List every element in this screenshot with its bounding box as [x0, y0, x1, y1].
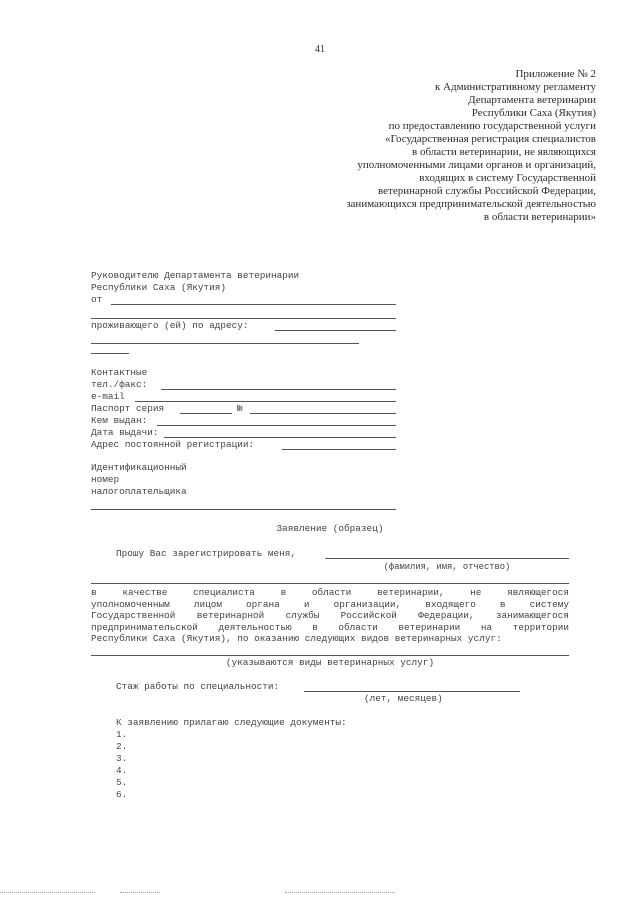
full-name-field-2[interactable]: [91, 583, 569, 584]
attachments-intro: К заявлению прилагаю следующие документы:: [116, 717, 347, 728]
registration-address-field[interactable]: [282, 449, 396, 450]
attachment-item: 2.: [116, 741, 128, 752]
appendix-line: ветеринарной службы Российской Федерации,: [378, 185, 596, 197]
address-field-2[interactable]: [91, 343, 359, 344]
phone-label: тел./факс:: [91, 379, 148, 390]
paragraph-line: предпринимательской деятельностью в области ветеринарии на территории: [91, 621, 569, 633]
appendix-line: к Административному регламенту: [434, 81, 596, 93]
full-name-hint: (фамилия, имя, отчество): [383, 562, 511, 572]
experience-label: Стаж работы по специальности:: [116, 681, 280, 692]
appendix-line: входящих в систему Государственной: [419, 172, 596, 184]
paragraph-line: Государственной ветеринарной службы Российской Федерации, занимающегося: [91, 610, 569, 621]
from-label: от: [91, 294, 103, 305]
request-text: Прошу Вас зарегистрировать меня,: [116, 548, 297, 559]
scan-artifact: [120, 892, 160, 893]
tin-label-3: налогоплательщика: [91, 486, 187, 497]
appendix-line: в области ветеринарии»: [483, 211, 596, 223]
email-label: e-mail: [91, 391, 125, 402]
passport-series-label: Паспорт серия: [91, 403, 165, 414]
appendix-line: «Государственная регистрация специалистов: [385, 133, 596, 145]
appendix-header: [276, 68, 596, 224]
contacts-label: Контактные: [91, 367, 148, 378]
appendix-line: занимающихся предпринимательской деятельностью: [346, 198, 596, 210]
passport-number-field[interactable]: [250, 413, 396, 414]
issued-by-label: Кем выдан:: [91, 415, 148, 426]
email-field[interactable]: [135, 401, 396, 402]
passport-series-field[interactable]: [180, 413, 232, 414]
appendix-line: Республики Саха (Якутия): [471, 107, 596, 119]
application-paragraph: [91, 587, 569, 645]
attachment-item: 4.: [116, 765, 128, 776]
issue-date-field[interactable]: [164, 437, 396, 438]
from-name-field[interactable]: [111, 304, 396, 305]
application-title: Заявление (образец): [276, 523, 384, 534]
page-number: 41: [315, 44, 325, 55]
appendix-line: Департамента ветеринарии: [468, 94, 596, 106]
scan-artifact: [285, 892, 395, 893]
address-field-3[interactable]: [91, 353, 129, 354]
services-field[interactable]: [91, 655, 569, 656]
registration-address-label: Адрес постоянной регистрации:: [91, 439, 255, 450]
residing-label: проживающего (ей) по адресу:: [91, 320, 249, 331]
experience-hint: (лет, месяцев): [364, 693, 443, 704]
issued-by-field[interactable]: [157, 425, 396, 426]
phone-field[interactable]: [161, 389, 396, 390]
addressee-line-1: Руководителю Департамента ветеринарии: [91, 270, 300, 281]
addressee-line-2: Республики Саха (Якутия): [91, 282, 227, 293]
paragraph-line: Республики Саха (Якутия), по оказанию следующих видов ветеринарных услуг:: [91, 633, 502, 644]
issue-date-label: Дата выдачи:: [91, 427, 159, 438]
tin-field[interactable]: [91, 509, 396, 510]
paragraph-line: в качестве специалиста в области ветеринарии, не являющегося: [91, 587, 569, 598]
scan-artifact: [0, 892, 95, 893]
attachment-item: 6.: [116, 789, 128, 800]
from-name-field-2[interactable]: [91, 318, 396, 319]
tin-label-2: номер: [91, 474, 120, 485]
services-hint: (указываются виды ветеринарных услуг): [225, 657, 435, 668]
attachment-item: 5.: [116, 777, 128, 788]
paragraph-line: уполномоченным лицом органа и организации, входящего в систему: [91, 598, 569, 610]
appendix-line: по предоставлению государственной услуги: [388, 120, 596, 132]
full-name-field[interactable]: [325, 558, 569, 559]
appendix-line: в области ветеринарии, не являющихся: [412, 146, 596, 158]
address-field[interactable]: [275, 330, 396, 331]
experience-field[interactable]: [304, 691, 520, 692]
appendix-line: Приложение № 2: [515, 68, 596, 80]
appendix-line: уполномоченными лицами органов и организаций,: [357, 159, 596, 171]
attachment-item: 1.: [116, 729, 128, 740]
passport-number-label: №: [237, 403, 243, 414]
tin-label-1: Идентификационный: [91, 462, 187, 473]
attachment-item: 3.: [116, 753, 128, 764]
